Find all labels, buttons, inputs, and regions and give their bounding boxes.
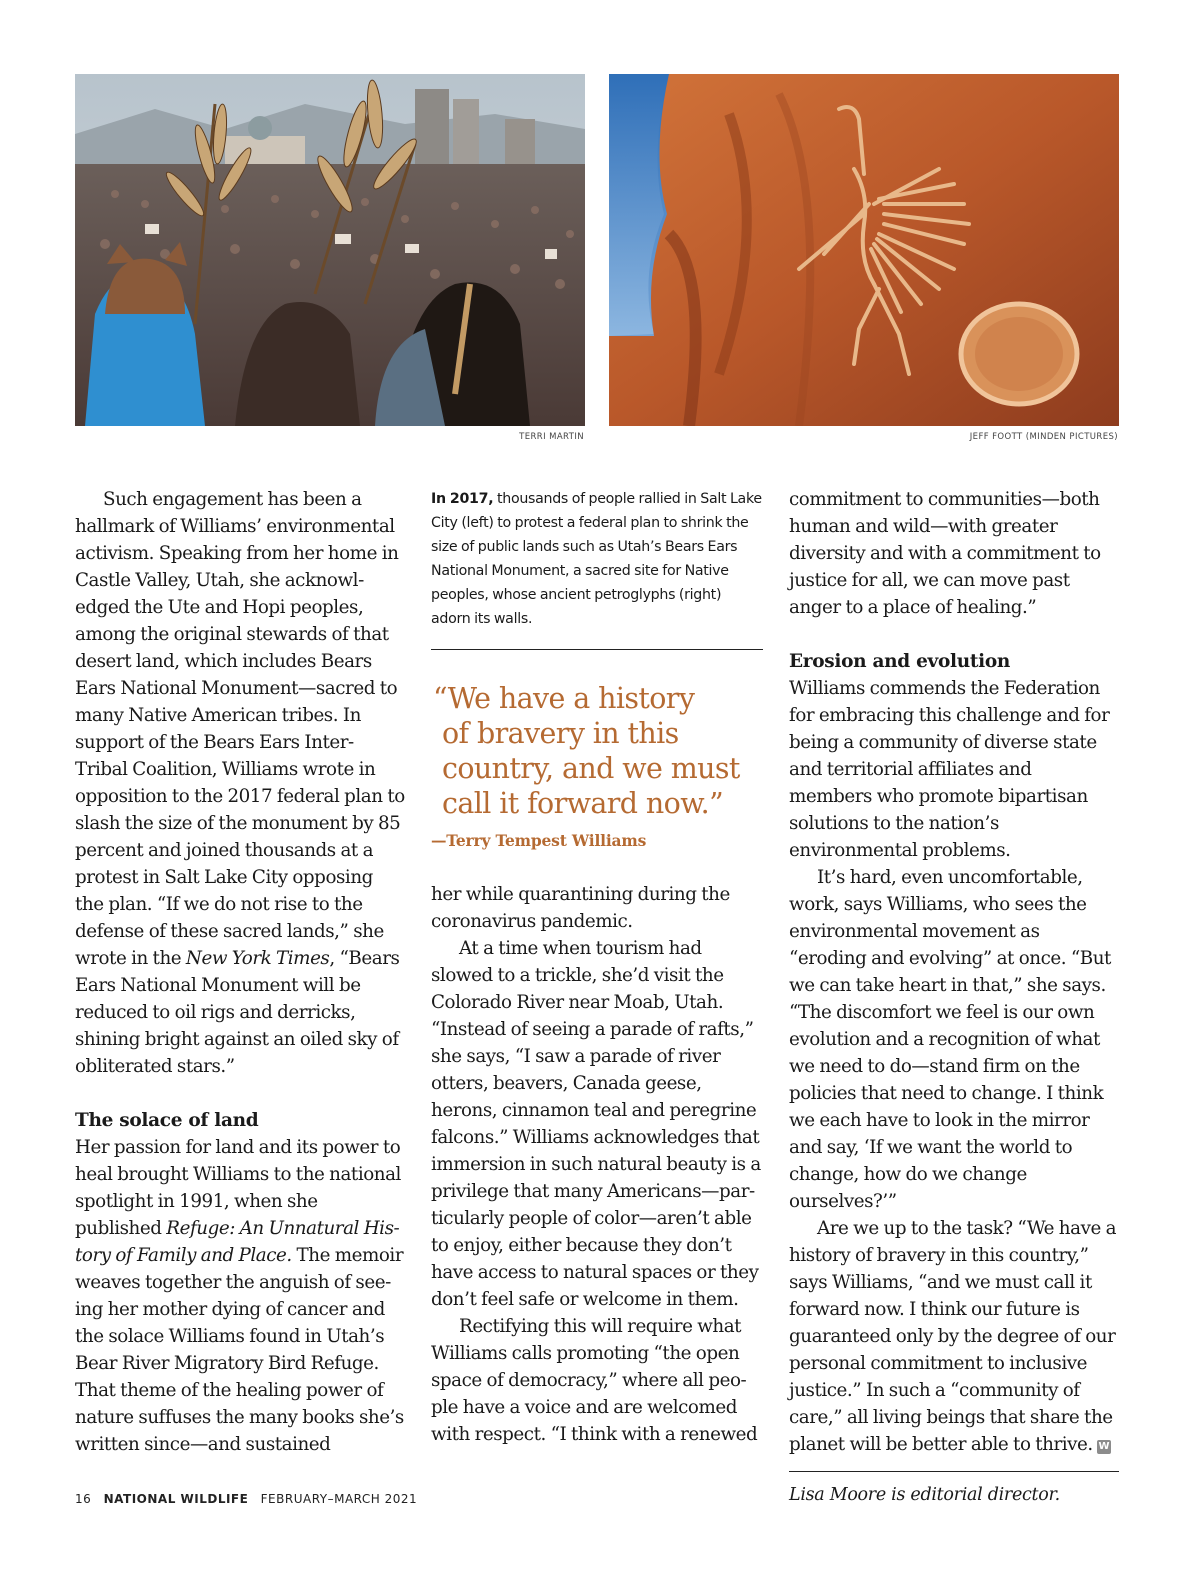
text-run: Are we up to the task? “We have a history of bravery in this country,” says Williams, “and we must call it forward now. I think our future is guaranteed only by the degree of our personal commitment to inclusive justice.” In such a “community of care,” all living beings that share the planet will be better able to thrive.: [789, 1218, 1117, 1455]
paragraph: [75, 1134, 405, 1458]
petroglyph-photo-illustration: [609, 74, 1119, 426]
end-mark-icon: W: [1098, 1441, 1110, 1452]
text-run: , “Bears Ears National Monument will be reduced to oil rigs and derricks, shining bright against an oiled sky of obliterated stars.”: [75, 948, 400, 1077]
caption-text: thousands of people rallied in Salt Lake City (left) to protest a federal plan to shrink the size of public lands such as Utah’s Bears Ears National Monument, a sacred site for Native peoples, whose ancient petroglyphs (right) adorn its walls.: [431, 491, 762, 627]
petroglyph-photo: [609, 74, 1119, 426]
paragraph: Williams commends the Federation for embracing this challenge and for being a community of diverse state and territorial affiliates and members who promote bipartisan solutions to the nation’s environmental problems.: [789, 678, 1110, 861]
caption-divider: [431, 649, 763, 650]
text-run: The memoir weaves together the anguish of seeing her mother dying of cancer and the solace Williams found in Utah’s Bear River Migratory Bird Refuge. That theme of the healing power of nature suffuses the many books she’s written since—and sustained: [75, 1245, 404, 1455]
paragraph: At a time when tourism had slowed to a trickle, she’d visit the Colorado River near Moab, Utah. “Instead of seeing a parade of rafts,” she says, “I saw a parade of river otters, beavers, Canada geese, herons, cinnamon teal and peregrine falcons.” Williams acknowledges that immersion in such natural beauty is a privilege that many Americans—particularly people of color—aren’t able to enjoy, either because they don’t have access to natural spaces or they don’t feel safe or welcome in them.: [431, 938, 761, 1310]
pull-quote-attribution: —Terry Tempest Williams: [431, 831, 647, 850]
publication-title: New York Times: [185, 948, 330, 969]
paragraph: her while quarantining during the coronavirus pandemic.: [431, 884, 730, 932]
paragraph: [789, 1215, 1119, 1458]
subheading: Erosion and evolution: [789, 651, 1011, 672]
pull-quote-line: of bravery in this: [442, 717, 679, 750]
pull-quote: [431, 681, 763, 821]
page-footer: [75, 1492, 417, 1506]
pull-quote-line: “We have a history: [433, 682, 695, 715]
page-number: 16: [75, 1492, 92, 1506]
article-column-2: [431, 486, 763, 1448]
article-column-1: [75, 486, 405, 1458]
text-run: Her passion for land and its power to heal brought Williams to the national spotlight in 1991, when she published: [75, 1137, 401, 1239]
caption-lead: In 2017,: [431, 491, 494, 507]
author-bio: Lisa Moore is editorial director.: [789, 1485, 1060, 1505]
text-run: Such engagement has been a hallmark of Williams’ environmental activism. Speaking from her home in Castle Valley, Utah, she acknowledged the Ute and Hopi peoples, among the original stewards of that desert land, which includes Bears Ears National Monument—sacred to many Native American tribes. In support of the Bears Ears Inter-Tribal Coalition, Williams wrote in opposition to the 2017 federal plan to slash the size of the monument by 85 percent and joined thousands at a protest in Salt Lake City opposing the plan. “If we do not rise to the defense of these sacred lands,” she wrote in the: [75, 489, 405, 969]
magazine-name: NATIONAL WILDLIFE: [103, 1492, 249, 1506]
bio-divider: [789, 1471, 1119, 1472]
rally-photo-illustration: [75, 74, 585, 426]
photo-credit-right: JEFF FOOTT (MINDEN PICTURES): [969, 432, 1118, 442]
paragraph: commitment to communities—both human and wild—with greater diversity and with a commitment to justice for all, we can move past anger to a place of healing.”: [789, 489, 1101, 618]
pull-quote-line: country, and we must: [442, 752, 740, 785]
article-column-3: [789, 486, 1119, 1509]
issue-date: FEBRUARY–MARCH 2021: [260, 1492, 418, 1506]
paragraph: It’s hard, even uncomfortable, work, says Williams, who sees the environmental movement as “eroding and evolving” at once. “But we can take heart in that,” she says. “The discomfort we feel is our own evolution and a recognition of what we need to do—stand firm on the policies that need to change. I think we each have to look in the mirror and say, ‘If we want the world to change, how do we change ourselves?’”: [789, 867, 1111, 1212]
rally-photo: [75, 74, 585, 426]
paragraph: [75, 486, 405, 1080]
book-title: Refuge: An Unnatural History of Family and Place.: [75, 1218, 400, 1266]
photo-caption: [431, 486, 763, 631]
pull-quote-line: call it forward now.”: [442, 787, 724, 820]
photo-credit-left: TERRI MARTIN: [519, 432, 584, 442]
subheading: The solace of land: [75, 1110, 259, 1131]
paragraph: Rectifying this will require what Williams calls promoting “the open space of democracy,” where all people have a voice and are welcomed with respect. “I think with a renewed: [431, 1316, 758, 1445]
